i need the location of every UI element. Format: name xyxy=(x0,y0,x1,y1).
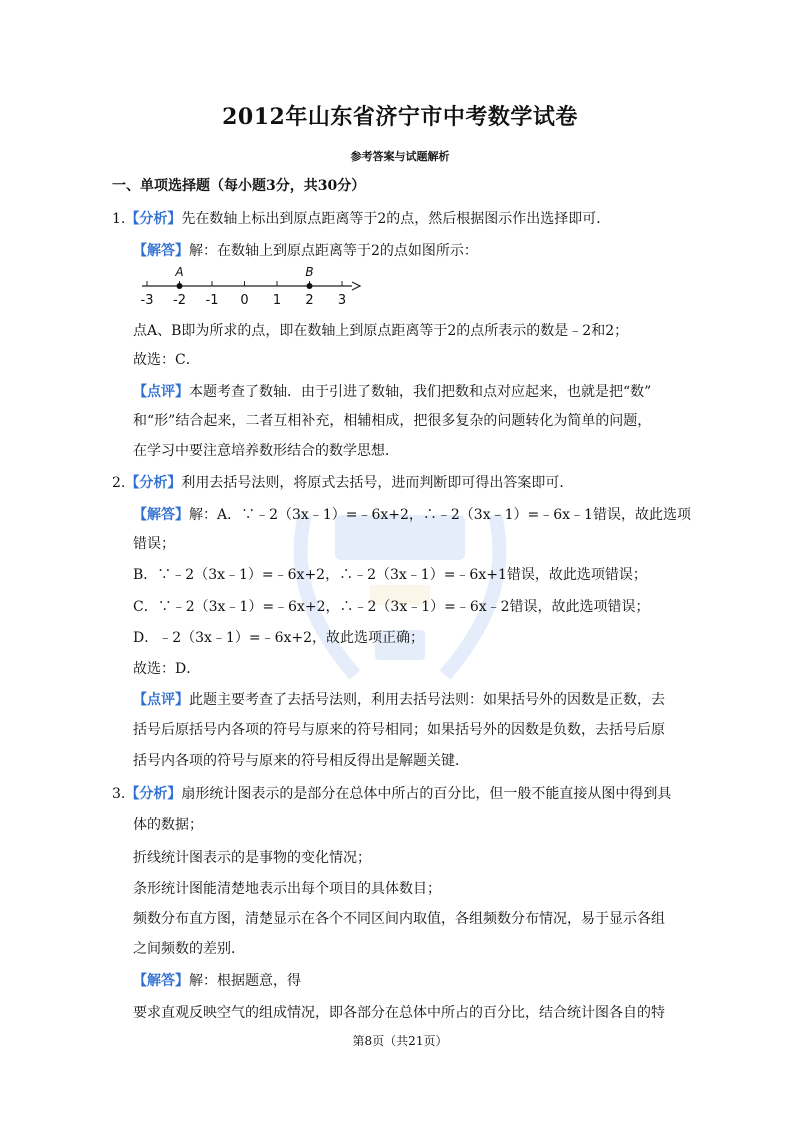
q1-answer xyxy=(133,243,478,260)
q3-number: 3. xyxy=(112,786,126,802)
q3-answer xyxy=(133,973,301,990)
page-footer: 第8页（共21页） xyxy=(352,1034,448,1048)
q2-analysis-tag: 【分析】 xyxy=(125,475,182,491)
q1-analysis-text: 先在数轴上标出到原点距离等于2的点，然后根据图示作出选择即可． xyxy=(181,211,611,227)
number-line-tick-label: -2 xyxy=(173,293,186,308)
q1-comment3: 在学习中要注意培养数形结合的数学思想． xyxy=(133,443,399,459)
q3-line1: 折线统计图表示的是事物的变化情况； xyxy=(133,850,371,866)
number-line-tick-label: 1 xyxy=(272,293,282,308)
q3-analysis-tag: 【分析】 xyxy=(125,786,182,802)
q1-comment-text: 本题考查了数轴．由于引进了数轴，我们把数和点对应起来，也就是把“数” xyxy=(189,384,652,400)
number-line-tick-label: 3 xyxy=(337,293,347,308)
q3-analysis2: 体的数据； xyxy=(133,817,203,833)
q1-comment-tag: 【点评】 xyxy=(133,384,189,400)
q3-answer-tag: 【解答】 xyxy=(133,973,189,989)
q3-analysis xyxy=(112,786,671,803)
q1-number: 1. xyxy=(112,211,126,227)
q2-option-b: B．∵﹣2（3x﹣1）=﹣6x+2，∴﹣2（3x﹣1）=﹣6x+1错误，故此选项错误； xyxy=(133,567,647,583)
q2-answer-text: 解：A．∵﹣2（3x﹣1）=﹣6x+2，∴﹣2（3x﹣1）=﹣6x﹣1错误，故此选项 xyxy=(189,507,691,523)
q3-line5: 要求直观反映空气的组成情况，即各部分在总体中所占的百分比，结合统计图各自的特 xyxy=(133,1005,665,1021)
q2-answer xyxy=(133,507,691,524)
number-line-point xyxy=(307,283,313,289)
q3-analysis-text: 扇形统计图表示的是部分在总体中所占的百分比，但一般不能直接从图中得到具 xyxy=(181,786,672,802)
q1-comment2: 和“形”结合起来，二者互相补充，相辅相成，把很多复杂的问题转化为简单的问题， xyxy=(133,413,652,429)
number-line-figure xyxy=(140,264,365,314)
number-line-tick-label: 2 xyxy=(305,293,314,308)
q1-analysis xyxy=(112,211,610,228)
number-line-point xyxy=(177,283,183,289)
q2-answer2: 错误； xyxy=(133,536,175,552)
number-line-tick-label: -3 xyxy=(140,293,154,308)
q2-comment-text: 此题主要考查了去括号法则，利用去括号法则：如果括号外的因数是正数，去 xyxy=(189,692,665,708)
q1-answer-tag: 【解答】 xyxy=(133,243,189,259)
number-line-tick-label: 0 xyxy=(240,293,249,308)
number-line-tick-label: -1 xyxy=(205,293,219,308)
q2-analysis-text: 利用去括号法则，将原式去括号，进而判断即可得出答案即可． xyxy=(181,475,574,491)
q1-analysis-tag: 【分析】 xyxy=(125,211,182,227)
q2-analysis xyxy=(112,475,573,492)
q1-line2: 故选：C． xyxy=(133,352,200,368)
q2-answer-tag: 【解答】 xyxy=(133,507,189,523)
q2-comment2: 括号后原括号内各项的符号与原来的符号相同；如果括号外的因数是负数，去括号后原 xyxy=(133,722,665,738)
page-subtitle: 参考答案与试题解析 xyxy=(350,150,450,163)
q2-choose: 故选：D． xyxy=(133,661,201,677)
q3-line3: 频数分布直方图，清楚显示在各个不同区间内取值，各组频数分布情况，易于显示各组 xyxy=(133,911,665,927)
page-title: 2012年山东省济宁市中考数学试卷 xyxy=(222,104,578,130)
q3-line2: 条形统计图能清楚地表示出每个项目的具体数目； xyxy=(133,881,441,897)
q3-line4: 之间频数的差别． xyxy=(133,941,245,957)
q2-comment-tag: 【点评】 xyxy=(133,692,189,708)
q2-comment3: 括号内各项的符号与原来的符号相反得出是解题关键． xyxy=(133,753,469,769)
q1-comment xyxy=(133,384,651,401)
q2-option-d: D．﹣2（3x﹣1）=﹣6x+2，故此选项正确； xyxy=(133,630,425,646)
number-line-point-label: A xyxy=(175,265,184,279)
q2-number: 2. xyxy=(112,475,126,491)
q2-option-c: C．∵﹣2（3x﹣1）=﹣6x+2，∴﹣2（3x﹣1）=﹣6x﹣2错误，故此选项错误； xyxy=(133,599,650,615)
q1-answer-text: 解：在数轴上到原点距离等于2的点如图所示： xyxy=(189,243,478,259)
q3-answer-text: 解：根据题意，得 xyxy=(189,973,301,989)
number-line-arrow xyxy=(352,282,360,290)
q2-comment xyxy=(133,692,665,709)
q1-line1: 点A、B即为所求的点，即在数轴上到原点距离等于2的点所表示的数是﹣2和2； xyxy=(133,323,629,339)
number-line-point-label: B xyxy=(305,265,314,279)
section-heading: 一、单项选择题（每小题3分，共30分） xyxy=(112,178,366,194)
